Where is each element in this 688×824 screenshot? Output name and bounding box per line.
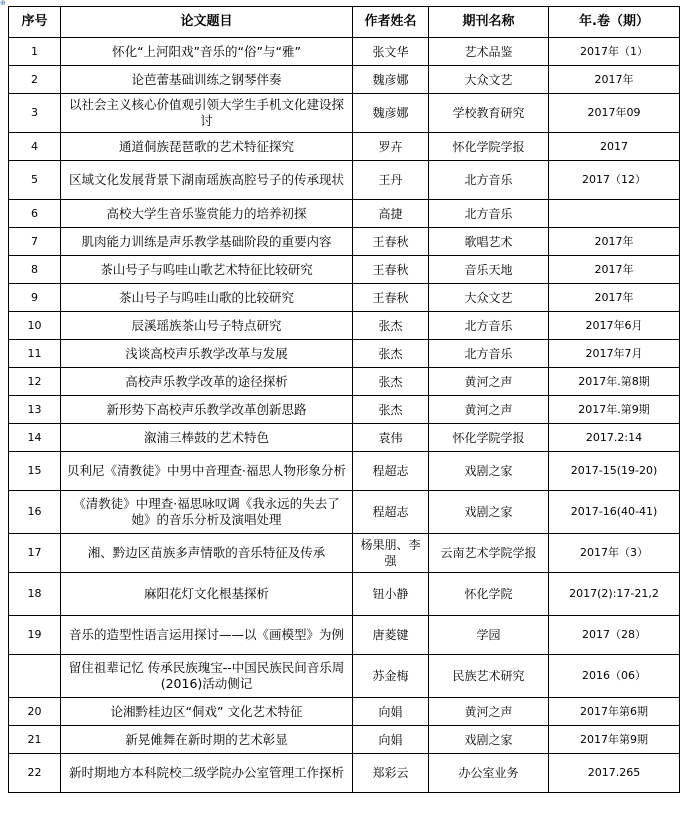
table-row [9, 94, 680, 133]
row-title: 茶山号子与呜哇山歌的比较研究 [61, 284, 353, 312]
row-no: 14 [9, 424, 61, 452]
row-year: 2017年.第9期 [549, 396, 680, 424]
row-year: 2017年.第8期 [549, 368, 680, 396]
table-row [9, 726, 680, 754]
row-journal: 戏剧之家 [429, 491, 549, 534]
row-title: 论湘黔桂边区“侗戏” 文化艺术特征 [61, 698, 353, 726]
header-title: 论文题目 [61, 7, 353, 38]
row-year: 2017年 [549, 228, 680, 256]
table-body [9, 38, 680, 793]
row-title: 新时期地方本科院校二级学院办公室管理工作探析 [61, 754, 353, 793]
row-no: 17 [9, 534, 61, 573]
table-row [9, 698, 680, 726]
row-year: 2017年（1） [549, 38, 680, 66]
row-journal: 怀化学院 [429, 573, 549, 616]
row-author: 罗卉 [353, 133, 429, 161]
row-author: 魏彦娜 [353, 94, 429, 133]
table-row [9, 616, 680, 655]
row-journal: 学校教育研究 [429, 94, 549, 133]
row-no: 10 [9, 312, 61, 340]
row-journal: 北方音乐 [429, 200, 549, 228]
header-author: 作者姓名 [353, 7, 429, 38]
table-row [9, 133, 680, 161]
header-journal: 期刊名称 [429, 7, 549, 38]
row-author: 苏金梅 [353, 655, 429, 698]
row-author: 郑彩云 [353, 754, 429, 793]
row-journal: 大众文艺 [429, 284, 549, 312]
row-year: 2016（06） [549, 655, 680, 698]
table-anchor-icon: ⊕ [0, 0, 6, 7]
row-year: 2017年 [549, 284, 680, 312]
table-row [9, 340, 680, 368]
row-title: 论芭蕾基础训练之钢琴伴奏 [61, 66, 353, 94]
row-author: 程超志 [353, 452, 429, 491]
row-year [549, 200, 680, 228]
row-year: 2017年 [549, 256, 680, 284]
table-row [9, 368, 680, 396]
row-no: 9 [9, 284, 61, 312]
row-no: 3 [9, 94, 61, 133]
table-row [9, 452, 680, 491]
row-journal: 黄河之声 [429, 368, 549, 396]
row-journal: 北方音乐 [429, 161, 549, 200]
row-author: 王春秋 [353, 256, 429, 284]
row-title: 高校声乐教学改革的途径探析 [61, 368, 353, 396]
row-journal: 大众文艺 [429, 66, 549, 94]
header-year: 年.卷（期） [549, 7, 680, 38]
row-title: 通道侗族琵琶歌的艺术特征探究 [61, 133, 353, 161]
row-title: 茶山号子与呜哇山歌艺术特征比较研究 [61, 256, 353, 284]
row-author: 向娟 [353, 726, 429, 754]
row-title: 《清教徒》中理查·福思咏叹调《我永远的失去了她》的音乐分析及演唱处理 [61, 491, 353, 534]
row-journal: 北方音乐 [429, 312, 549, 340]
row-title: 以社会主义核心价值观引领大学生手机文化建设探讨 [61, 94, 353, 133]
row-journal: 戏剧之家 [429, 452, 549, 491]
row-year: 2017年第9期 [549, 726, 680, 754]
paper-list-table [8, 6, 680, 793]
table-row [9, 573, 680, 616]
row-author: 高捷 [353, 200, 429, 228]
row-no: 2 [9, 66, 61, 94]
row-title: 浅谈高校声乐教学改革与发展 [61, 340, 353, 368]
table-row [9, 396, 680, 424]
row-title: 高校大学生音乐鉴赏能力的培养初探 [61, 200, 353, 228]
row-year: 2017-16(40-41) [549, 491, 680, 534]
row-no: 7 [9, 228, 61, 256]
table-row [9, 161, 680, 200]
table-row [9, 66, 680, 94]
row-author: 张杰 [353, 312, 429, 340]
table-row [9, 491, 680, 534]
row-journal: 云南艺术学院学报 [429, 534, 549, 573]
table-row [9, 284, 680, 312]
header-no: 序号 [9, 7, 61, 38]
row-no: 16 [9, 491, 61, 534]
row-title: 辰溪瑶族茶山号子特点研究 [61, 312, 353, 340]
row-no: 20 [9, 698, 61, 726]
row-title: 区域文化发展背景下湖南瑶族高腔号子的传承现状 [61, 161, 353, 200]
row-title: 肌肉能力训练是声乐教学基础阶段的重要内容 [61, 228, 353, 256]
row-title: 留住祖辈记忆 传承民族瑰宝--中国民族民间音乐周(2016)活动侧记 [61, 655, 353, 698]
row-author: 王丹 [353, 161, 429, 200]
row-year: 2017(2):17-21,2 [549, 573, 680, 616]
row-journal: 歌唱艺术 [429, 228, 549, 256]
row-no: 6 [9, 200, 61, 228]
row-year: 2017年09 [549, 94, 680, 133]
row-journal: 音乐天地 [429, 256, 549, 284]
row-journal: 北方音乐 [429, 340, 549, 368]
row-title: 溆浦三棒鼓的艺术特色 [61, 424, 353, 452]
row-year: 2017 [549, 133, 680, 161]
row-no [9, 655, 61, 698]
row-journal: 怀化学院学报 [429, 133, 549, 161]
row-journal: 学园 [429, 616, 549, 655]
row-journal: 黄河之声 [429, 396, 549, 424]
table-row [9, 38, 680, 66]
row-journal: 艺术品鉴 [429, 38, 549, 66]
table-row [9, 312, 680, 340]
row-no: 22 [9, 754, 61, 793]
row-year: 2017（12） [549, 161, 680, 200]
row-year: 2017年7月 [549, 340, 680, 368]
row-year: 2017年（3） [549, 534, 680, 573]
table-row [9, 228, 680, 256]
row-title: 音乐的造型性语言运用探讨——以《画模型》为例 [61, 616, 353, 655]
row-author: 钮小静 [353, 573, 429, 616]
row-author: 张杰 [353, 396, 429, 424]
row-no: 11 [9, 340, 61, 368]
row-no: 1 [9, 38, 61, 66]
row-year: 2017年6月 [549, 312, 680, 340]
row-year: 2017年 [549, 66, 680, 94]
row-title: 怀化“上河阳戏”音乐的“俗”与“雅” [61, 38, 353, 66]
row-author: 张杰 [353, 340, 429, 368]
row-journal: 民族艺术研究 [429, 655, 549, 698]
row-title: 新晃傩舞在新时期的艺术彰显 [61, 726, 353, 754]
row-no: 13 [9, 396, 61, 424]
row-journal: 黄河之声 [429, 698, 549, 726]
row-year: 2017年第6期 [549, 698, 680, 726]
row-author: 杨果朋、李强 [353, 534, 429, 573]
row-no: 5 [9, 161, 61, 200]
row-author: 向娟 [353, 698, 429, 726]
table-row [9, 200, 680, 228]
row-author: 唐菱键 [353, 616, 429, 655]
row-year: 2017.265 [549, 754, 680, 793]
row-author: 袁伟 [353, 424, 429, 452]
row-journal: 怀化学院学报 [429, 424, 549, 452]
row-title: 贝利尼《清教徒》中男中音理查·福思人物形象分析 [61, 452, 353, 491]
row-year: 2017（28） [549, 616, 680, 655]
row-title: 新形势下高校声乐教学改革创新思路 [61, 396, 353, 424]
table-row [9, 754, 680, 793]
row-no: 15 [9, 452, 61, 491]
row-year: 2017.2:14 [549, 424, 680, 452]
row-author: 程超志 [353, 491, 429, 534]
row-no: 19 [9, 616, 61, 655]
row-journal: 戏剧之家 [429, 726, 549, 754]
row-no: 8 [9, 256, 61, 284]
row-author: 张杰 [353, 368, 429, 396]
row-author: 张文华 [353, 38, 429, 66]
row-title: 湘、黔边区苗族多声情歌的音乐特征及传承 [61, 534, 353, 573]
row-journal: 办公室业务 [429, 754, 549, 793]
row-no: 18 [9, 573, 61, 616]
row-author: 王春秋 [353, 284, 429, 312]
row-title: 麻阳花灯文化根基探析 [61, 573, 353, 616]
table-header-row [9, 7, 680, 38]
table-row [9, 655, 680, 698]
row-no: 21 [9, 726, 61, 754]
row-author: 王春秋 [353, 228, 429, 256]
table-row [9, 424, 680, 452]
row-author: 魏彦娜 [353, 66, 429, 94]
row-no: 4 [9, 133, 61, 161]
table-row [9, 534, 680, 573]
row-year: 2017-15(19-20) [549, 452, 680, 491]
table-row [9, 256, 680, 284]
row-no: 12 [9, 368, 61, 396]
